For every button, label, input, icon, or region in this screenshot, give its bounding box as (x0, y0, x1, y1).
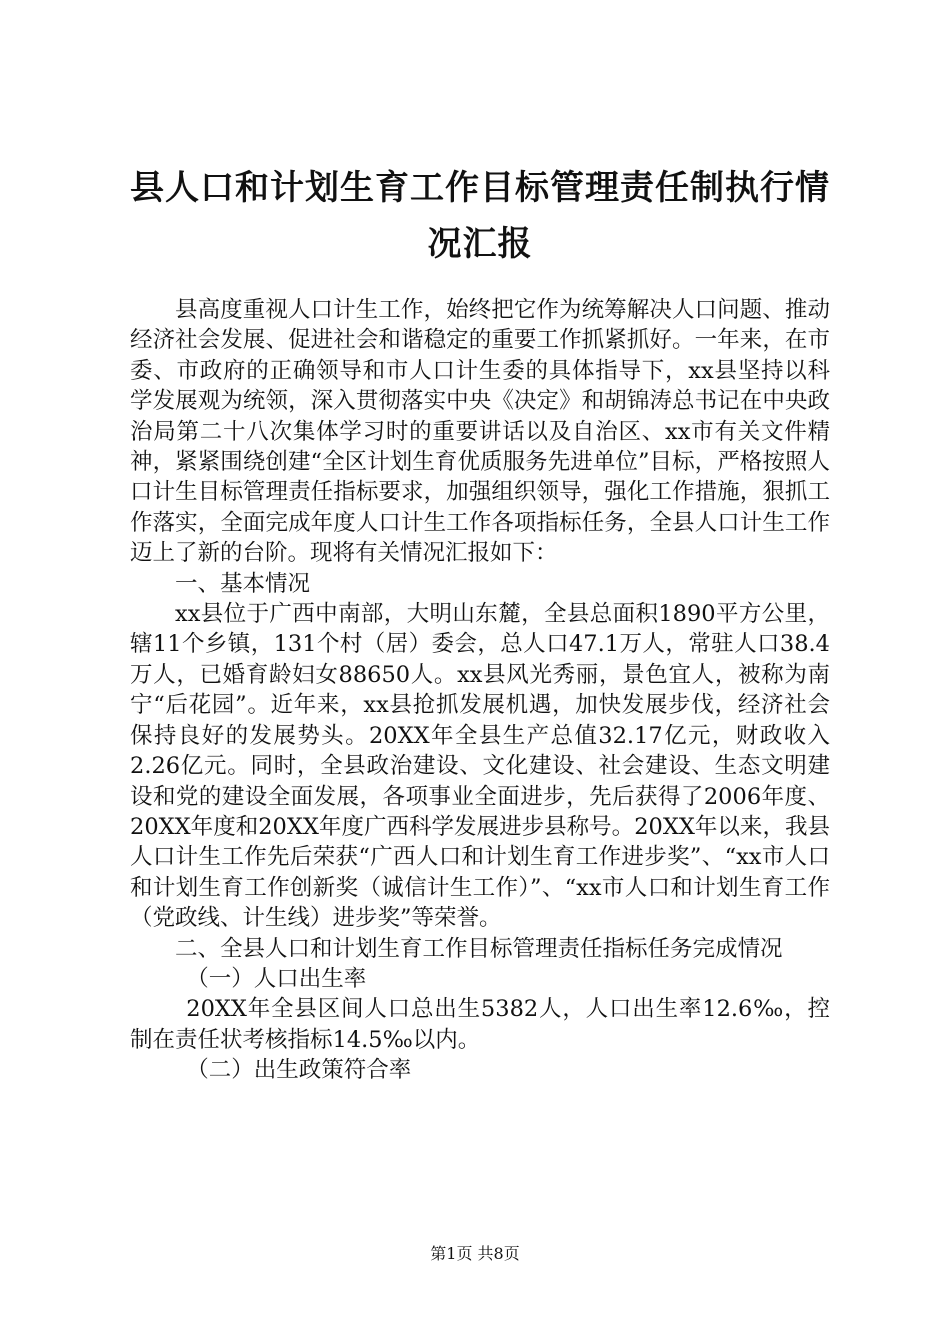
subheading-birth-rate: （一）人口出生率 (186, 965, 367, 992)
intro-paragraph: 县高度重视人口计生工作，始终把它作为统筹解决人口问题、推动经济社会发展、促进社会和谐稳定的重要工作抓紧抓好。一年来，在市委、市政府的正确领导和市人口计生委的具体指导下，xx县坚持以科学发展观为统领，深入贯彻落实中央《决定》和胡锦涛总书记在中央政治局第二十八次集体学习时的重要讲话以及自治区、xx市有关文件精神，紧紧围绕创建“全区计划生育优质服务先进单位”目标，严格按照人口计生目标管理责任指标要求，加强组织领导，强化工作措施，狠抓工作落实，全面完成年度人口计生工作各项指标任务，全县人口计生工作迈上了新的台阶。现将有关情况汇报如下： (130, 297, 830, 567)
subheading-policy-compliance: （二）出生政策符合率 (186, 1057, 412, 1084)
section-heading-basic-situation: 一、基本情况 (175, 570, 311, 597)
basic-situation-paragraph: xx县位于广西中南部，大明山东麓，全县总面积1890平方公里，辖11个乡镇，131个村（居）委会，总人口47.1万人，常驻人口38.4万人，已婚育龄妇女88650人。xx县风光秀丽，景色宜人，被称为南宁“后花园”。近年来，xx县抢抓发展机遇，加快发展步伐，经济社会保持良好的发展势头。20XX年全县生产总值32.17亿元，财政收入2.26亿元。同时，全县政治建设、文化建设、社会建设、生态文明建设和党的建设全面发展，各项事业全面进步，先后获得了2006年度、20XX年度和20XX年度广西科学发展进步县称号。20XX年以来，我县人口计生工作先后荣获“广西人口和计划生育工作进步奖”、“xx市人口和计划生育工作创新奖（诚信计生工作）”、“xx市人口和计划生育工作（党政线、计生线）进步奖”等荣誉。 (130, 601, 830, 932)
document-title: 县人口和计划生育工作目标管理责任制执行情况汇报 (130, 168, 830, 264)
document-body (130, 295, 830, 1086)
section-heading-targets: 二、全县人口和计划生育工作目标管理责任指标任务完成情况 (175, 935, 783, 962)
page-footer: 第1页 共8页 (430, 1244, 520, 1263)
birth-rate-paragraph: 20XX年全县区间人口总出生5382人，人口出生率12.6‰，控制在责任状考核指标14.5‰以内。 (130, 996, 830, 1053)
